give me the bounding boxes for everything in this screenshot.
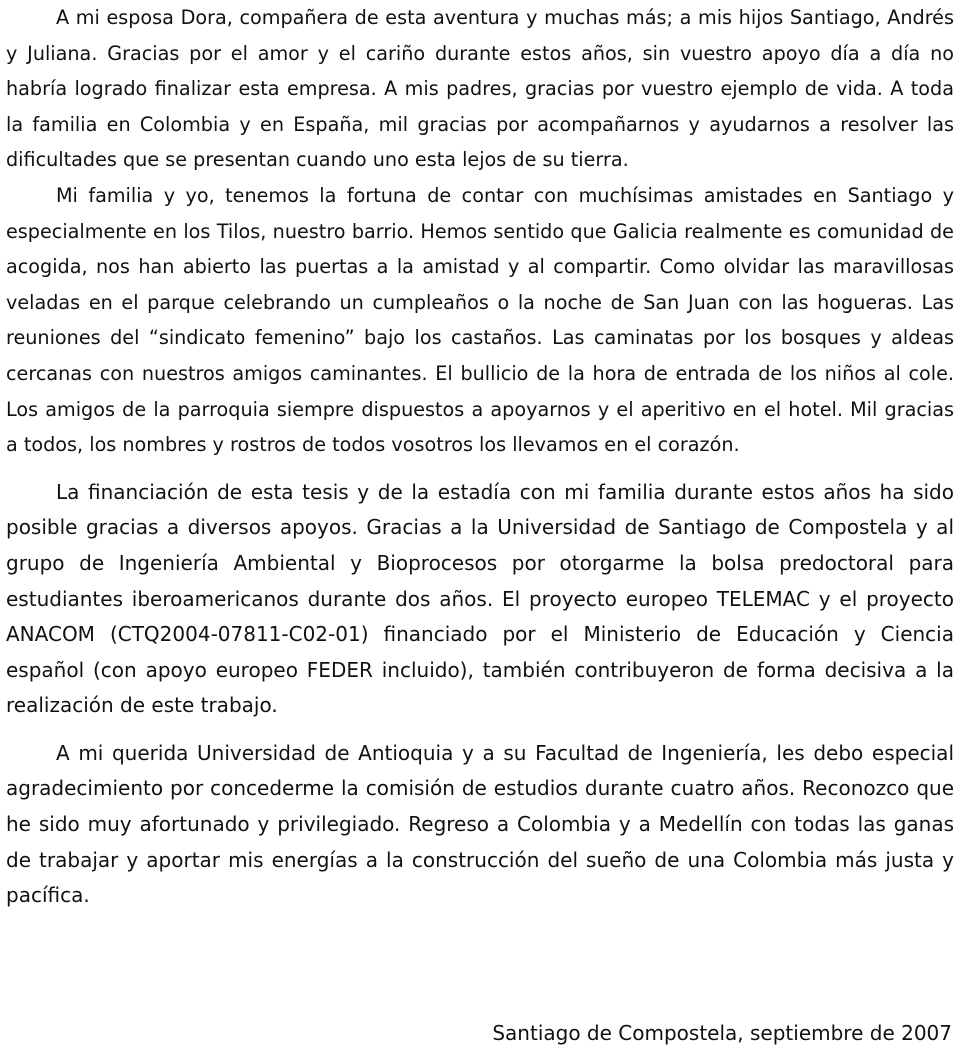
paragraph-university: A mi querida Universidad de Antioquia y a su Facultad de Ingeniería, les debo especial agradecimiento por concederme la comisión de estudios durante cuatro años. Reconozco que he sido muy afortunado y privilegiado. Regreso a Colombia y a Medellín con todas las ganas de trabajar y aportar mis energías a la construcción del sueño de una Colombia más justa y pacífica. [6,740,954,908]
paragraph-friends: Mi familia y yo, tenemos la fortuna de contar con muchísimas amistades en Santiago y especialmente en los Tilos, nuestro barrio. Hemos sentido que Galicia realmente es comunidad de acogida, nos han abierto las puertas a la amistad y al compartir. Como olvidar las maravillosas veladas en el parque celebrando un cumpleaños o la noche de San Juan con las hogueras. Las reuniones del “sindicato femenino” bajo los castaños. Las caminatas por los bosques y aldeas cercanas con nuestros amigos caminantes. El bullicio de la hora de entrada de los niños al cole. Los amigos de la parroquia siempre dispuestos a apoyarnos y el aperitivo en el hotel. Mil gracias a todos, los nombres y rostros de todos vosotros los llevamos en el corazón. [6,183,954,457]
signature-line: Santiago de Compostela, septiembre de 2007 [492,1021,952,1045]
paragraph-family: A mi esposa Dora, compañera de esta aventura y muchas más; a mis hijos Santiago, Andrés y Juliana. Gracias por el amor y el cariño durante estos años, sin vuestro apoyo día a día no habría logrado finalizar esta empresa. A mis padres, gracias por vuestro ejemplo de vida. A toda la familia en Colombia y en España, mil gracias por acompañarnos y ayudarnos a resolver las dificultades que se presentan cuando uno esta lejos de su tierra. [6,6,954,172]
acknowledgements-page [6,0,954,914]
paragraph-funding: La financiación de esta tesis y de la estadía con mi familia durante estos años ha sido posible gracias a diversos apoyos. Gracias a la Universidad de Santiago de Compostela y al grupo de Ingeniería Ambiental y Bioprocesos por otorgarme la bolsa predoctoral para estudiantes iberoamericanos durante dos años. El proyecto europeo TELEMAC y el proyecto ANACOM (CTQ2004-07811-C02-01) financiado por el Ministerio de Educación y Ciencia español (con apoyo europeo FEDER incluido), también contribuyeron de forma decisiva a la realización de este trabajo. [6,479,954,718]
